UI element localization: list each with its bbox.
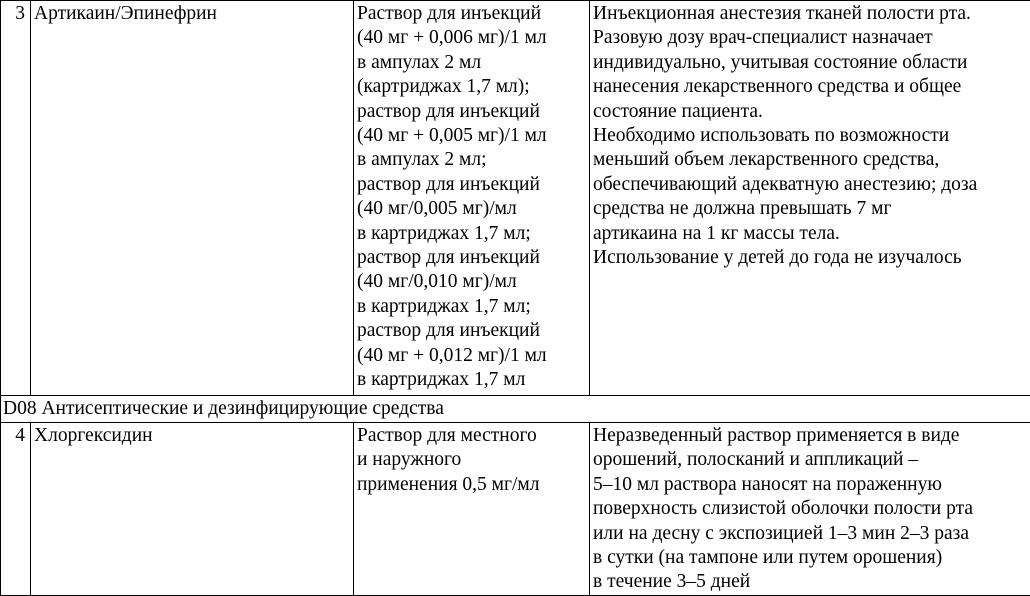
drug-name: Артикаин/Эпинефрин bbox=[31, 1, 354, 396]
table-row-chlorhexidine bbox=[1, 423, 1030, 596]
dosage-form: Раствор для инъекций (40 мг + 0,006 мг)/1 мл в ампулах 2 мл (картриджах 1,7 мл); раствор для инъекций (40 мг + 0,005 мг)/1 мл в ампулах 2 мл; раствор для инъекций (40 мг/0,005 мг)/мл в картриджах 1,7 мл; раствор для инъекций (40 мг/0,010 мг)/мл в картриджах 1,7 мл; раствор для инъекций (40 мг + 0,012 мг)/1 мл в картриджах 1,7 мл bbox=[354, 1, 590, 396]
row-number: 4 bbox=[1, 423, 31, 596]
usage-instructions: Инъекционная анестезия тканей полости рта. Разовую дозу врач-специалист назначает индивидуально, учитывая состояние области нанесения лекарственного средства и общее состояние пациента. Необходимо использовать по возможности меньший объем лекарственного средства, обеспечивающий адекватную анестезию; доза средства не должна превышать 7 мг артикаина на 1 кг массы тела. Использование у детей до года не изучалось bbox=[590, 1, 1030, 396]
usage-instructions: Неразведенный раствор применяется в виде орошений, полосканий и аппликаций – 5–10 мл раствора наносят на пораженную поверхность слизистой оболочки полости рта или на десну с экспозицией 1–3 мин 2–3 раза в сутки (на тампоне или путем орошения) в течение 3–5 дней bbox=[590, 423, 1030, 596]
row-number: 3 bbox=[1, 1, 31, 396]
dosage-form: Раствор для местного и наружного применения 0,5 мг/мл bbox=[354, 423, 590, 596]
table-row-artikain bbox=[1, 1, 1030, 396]
drug-name: Хлоргексидин bbox=[31, 423, 354, 596]
section-row bbox=[1, 396, 1030, 423]
section-heading: D08 Антисептические и дезинфицирующие средства bbox=[1, 396, 1030, 423]
